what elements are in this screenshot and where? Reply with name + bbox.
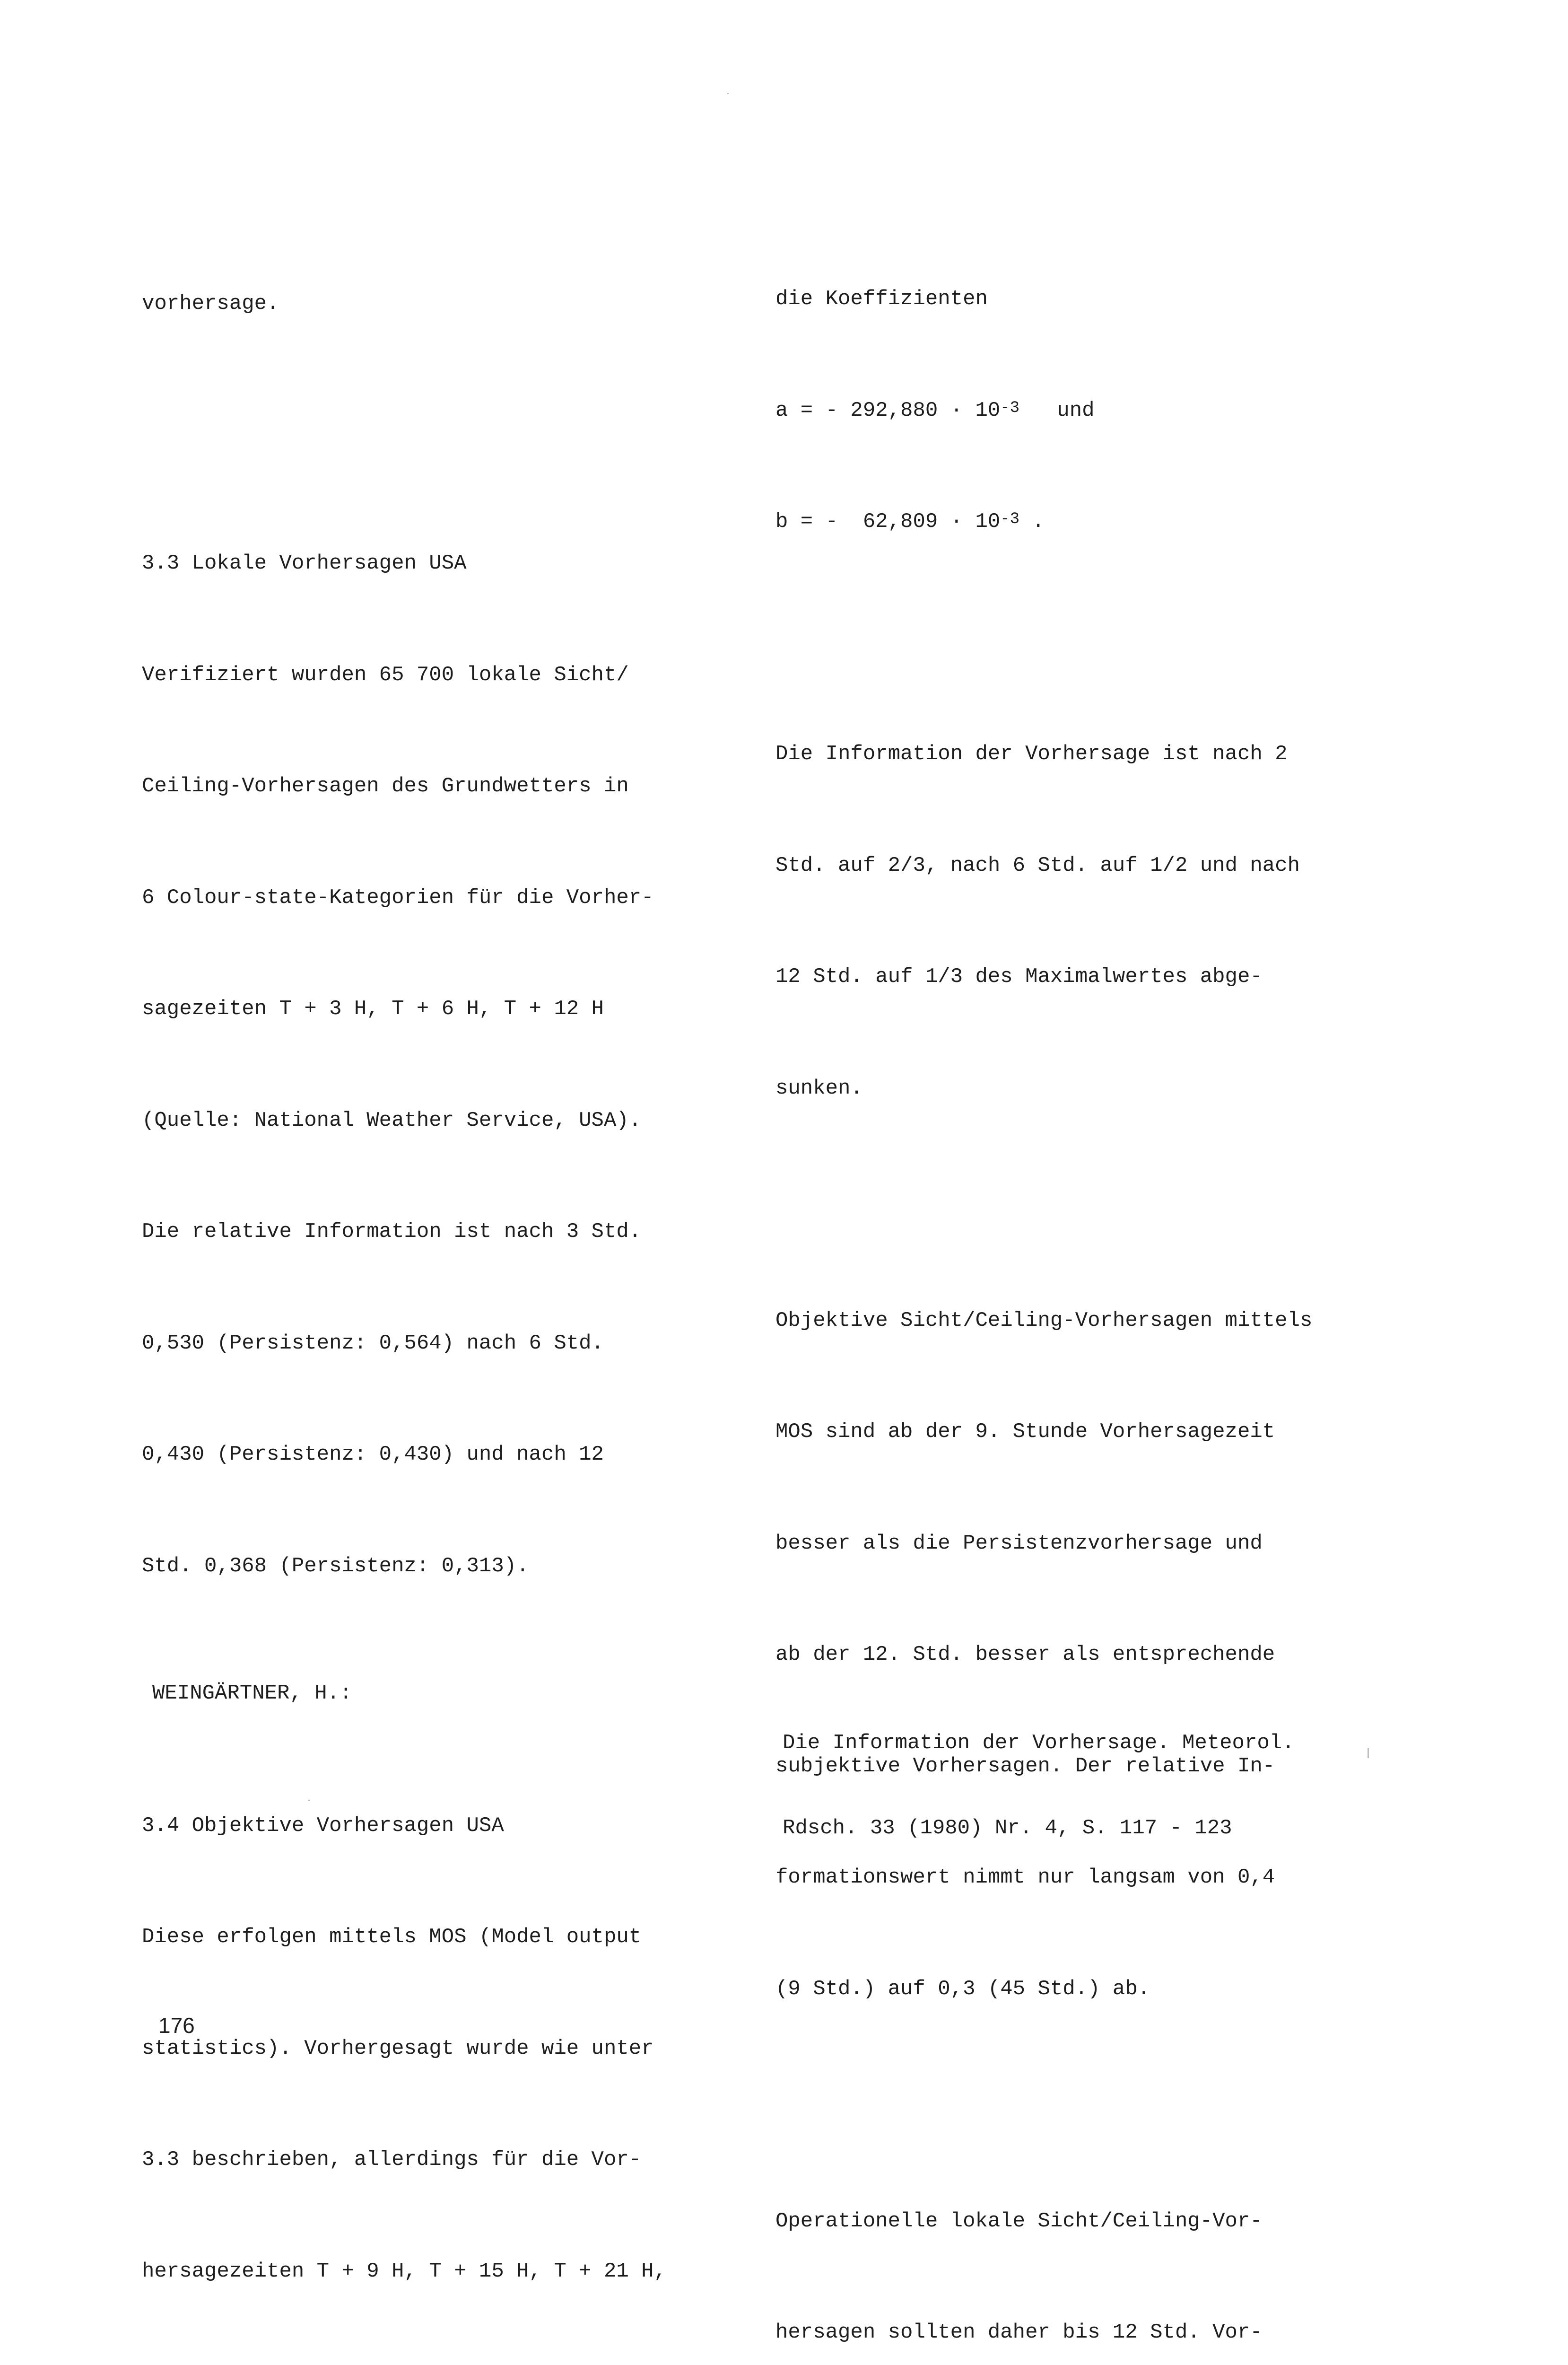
paragraph-line: Objektive Sicht/Ceiling-Vorhersagen mittels <box>775 1308 1313 1332</box>
paragraph-line: Die relative Information ist nach 3 Std. <box>142 1220 642 1244</box>
paragraph-line: sunken. <box>775 1076 863 1100</box>
paragraph-line: Ceiling-Vorhersagen des Grundwetters in <box>142 774 629 798</box>
coefficient-a <box>775 392 1312 429</box>
coefficient-b-value: b = - 62,809 · 10 <box>775 510 1001 534</box>
page-number: 176 <box>158 2013 195 2038</box>
scan-speck <box>1368 1748 1369 1758</box>
paragraph-line: statistics). Vorhergesagt wurde wie unter <box>142 2036 654 2060</box>
spacer <box>775 615 1312 624</box>
paragraph-line: (9 Std.) auf 0,3 (45 Std.) ab. <box>775 1977 1150 2001</box>
paragraph-line: Std. auf 2/3, nach 6 Std. auf 1/2 und nach <box>775 853 1300 877</box>
continued-word: vorhersage. <box>142 292 279 315</box>
left-column <box>142 211 679 2365</box>
paragraph-line: formationswert nimmt nur langsam von 0,4 <box>775 1866 1275 1889</box>
coefficient-b <box>775 503 1312 541</box>
reference-citation <box>783 1672 1295 1899</box>
paragraph-line: 0,430 (Persistenz: 0,430) und nach 12 <box>142 1443 604 1466</box>
scan-speck <box>308 1800 310 1801</box>
spacer <box>142 397 679 434</box>
spacer <box>775 2082 1312 2091</box>
paragraph-line: hersagen sollten daher bis 12 Std. Vor- <box>775 2321 1263 2344</box>
paragraph-line <box>142 2364 679 2365</box>
scan-speck <box>727 93 729 94</box>
section-heading-3-3: 3.3 Lokale Vorhersagen USA <box>142 552 467 575</box>
paragraph-line: hersagezeiten T + 9 H, T + 15 H, T + 21 H, <box>142 2259 666 2283</box>
spacer <box>775 1181 1312 1191</box>
paragraph-line: Die Information der Vorhersage ist nach 2 <box>775 742 1288 766</box>
paragraph-line: Operationelle lokale Sicht/Ceiling-Vor- <box>775 2209 1263 2233</box>
reference-author: WEINGÄRTNER, H.: <box>152 1682 352 1705</box>
paragraph-line: 3.3 beschrieben, allerdings für die Vor- <box>142 2148 642 2172</box>
reference-citation-line-1: Die Information der Vorhersage. Meteorol. <box>783 1731 1295 1755</box>
paragraph-line: 6 Colour-state-Kategorien für die Vorher- <box>142 885 654 910</box>
coefficients-intro: die Koeffizienten <box>775 287 988 311</box>
coefficient-b-exponent: -3 <box>1000 510 1020 528</box>
paragraph-line: 12 Std. auf 1/3 des Maximalwertes abge- <box>775 965 1263 989</box>
coefficient-a-exponent: -3 <box>1000 399 1020 417</box>
paragraph-line: MOS sind ab der 9. Stunde Vorhersagezeit <box>775 1420 1275 1444</box>
paragraph-line: Diese erfolgen mittels MOS (Model output <box>142 1925 642 1949</box>
paragraph-line: sagezeiten T + 3 H, T + 6 H, T + 12 H <box>142 997 604 1021</box>
paragraph-line: besser als die Persistenzvorhersage und <box>775 1531 1263 1555</box>
right-column <box>775 206 1312 2365</box>
reference-citation-line-2: Rdsch. 33 (1980) Nr. 4, S. 117 - 123 <box>783 1816 1232 1840</box>
paragraph-line: (Quelle: National Weather Service, USA). <box>142 1108 642 1132</box>
paragraph-line: Verifiziert wurden 65 700 lokale Sicht/ <box>142 663 629 687</box>
paragraph-line: Std. 0,368 (Persistenz: 0,313). <box>142 1554 529 1578</box>
coefficient-b-suffix: . <box>1019 510 1045 534</box>
paragraph-line: subjektive Vorhersagen. Der relative In- <box>775 1754 1275 1778</box>
paragraph-line: ab der 12. Std. besser als entsprechende <box>775 1643 1275 1666</box>
coefficient-a-value: a = - 292,880 · 10 <box>775 398 1001 422</box>
coefficient-a-suffix: und <box>1019 398 1095 422</box>
paragraph-line: 0,530 (Persistenz: 0,564) nach 6 Std. <box>142 1331 604 1355</box>
section-heading-3-4: 3.4 Objektive Vorhersagen USA <box>142 1813 504 1838</box>
